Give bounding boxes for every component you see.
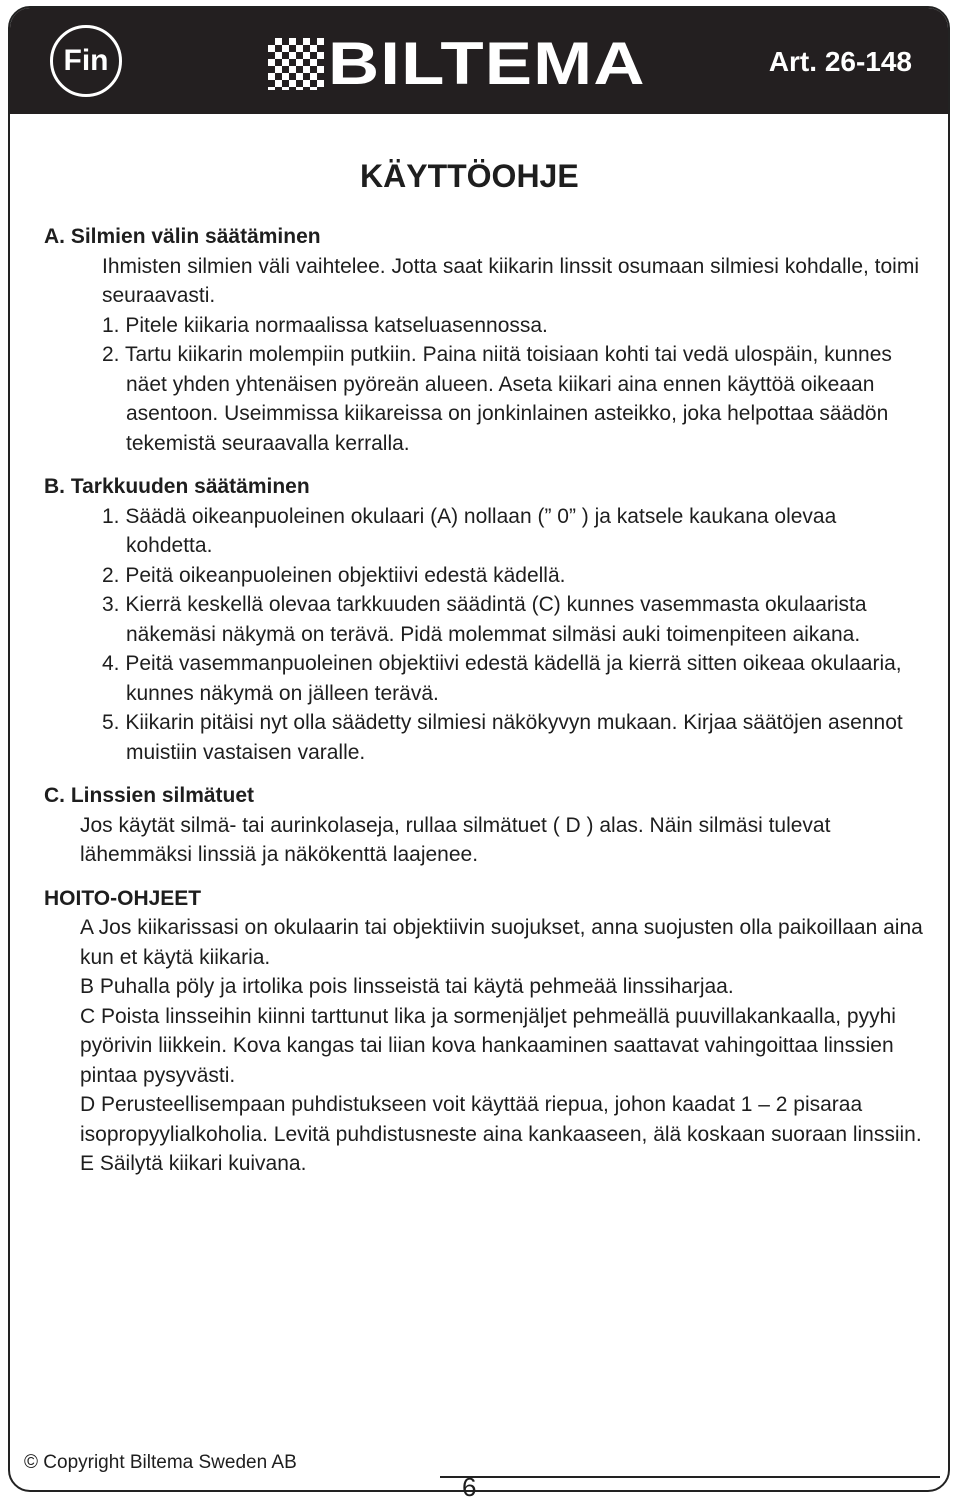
- brand-name: BILTEMA: [328, 30, 646, 97]
- section-b-step: 1. Säädä oikeanpuoleinen okulaari (A) nollaan (” 0” ) ja katsele kaukana olevaa kohdetta.: [102, 504, 837, 557]
- header-bar: [10, 8, 948, 114]
- care-item: C Poista linsseihin kiinni tarttunut lika ja sormenjäljet pehmeällä puuvillakankaalla, pyyhi pyörivin liikkein. Kova kangas tai liian kova hankaaminen saattavat vahingoittaa linssien pintaa pysyvästi.: [80, 1004, 896, 1087]
- care-item: D Perusteellisempaan puhdistukseen voit käyttää riepua, johon kaadat 1 – 2 pisaraa isopropyylialkoholia. Levitä puhdistusneste aina kankaaseen, älä koskaan suoraan linssiin.: [80, 1093, 922, 1146]
- section-b-step: 2. Peitä oikeanpuoleinen objektiivi edestä kädellä.: [102, 563, 566, 587]
- section-a-step: 2. Tartu kiikarin molempiin putkiin. Paina niitä toisiaan kohti tai vedä ulospäin, kunnes näet yhden yhtenäisen pyöreän alueen. Aseta kiikari aina ennen käyttöä oikeaan asentoon. Useimmissa kiikareissa on jonkinlainen asteikko, joka helpottaa säädön tekemistä seuraavalla kerralla.: [102, 343, 892, 455]
- page-title: KÄYTTÖOHJE: [360, 158, 579, 194]
- care-item: E Säilytä kiikari kuivana.: [80, 1152, 307, 1175]
- section-b-step: 3. Kierrä keskellä olevaa tarkkuuden säädintä (C) kunnes vasemmasta okulaarista näkemäsi näkymä on terävä. Pidä molemmat silmäsi auki toimenpiteen aikana.: [102, 593, 867, 646]
- footer-divider: [440, 1476, 940, 1478]
- section-a-step: 1. Pitele kiikaria normaalissa katseluasennossa.: [102, 313, 548, 337]
- section-c-text: Jos käytät silmä- tai aurinkolaseja, rullaa silmätuet ( D ) alas. Näin silmäsi tulevat lähemmäksi linssiä ja näkökenttä laajenee.: [80, 813, 831, 866]
- language-badge: Fin: [50, 25, 122, 97]
- section-a-heading: A. Silmien välin säätäminen: [44, 225, 321, 248]
- care-item: B Puhalla pöly ja irtolika pois linsseistä tai käytä pehmeää linssiharjaa.: [80, 975, 734, 998]
- section-a-intro: Ihmisten silmien väli vaihtelee. Jotta saat kiikarin linssit osumaan silmiesi kohdalle, toimi seuraavasti.: [102, 254, 920, 307]
- page-number: 6: [462, 1472, 477, 1502]
- care-item: A Jos kiikarissasi on okulaarin tai objektiivin suojukset, anna suojusten olla paikoillaan aina kun et käytä kiikaria.: [80, 916, 923, 969]
- section-c-heading: C. Linssien silmätuet: [44, 784, 255, 807]
- section-b-step: 5. Kiikarin pitäisi nyt olla säädetty silmiesi näkökyvyn mukaan. Kirjaa säätöjen asennot muistiin vastaisen varalle.: [102, 711, 903, 764]
- checkered-flag-icon: [268, 38, 324, 90]
- section-b-step: 4. Peitä vasemmanpuoleinen objektiivi edestä kädellä ja kierrä sitten oikeaa okulaaria, kunnes näkymä on jälleen terävä.: [102, 652, 902, 705]
- brand-logo: [268, 30, 698, 97]
- article-number: Art. 26-148: [768, 46, 912, 77]
- care-heading: HOITO-OHJEET: [44, 886, 202, 910]
- copyright-notice: © Copyright Biltema Sweden AB: [24, 1452, 297, 1473]
- section-b-heading: B. Tarkkuuden säätäminen: [44, 475, 310, 498]
- main-content: [44, 222, 924, 1179]
